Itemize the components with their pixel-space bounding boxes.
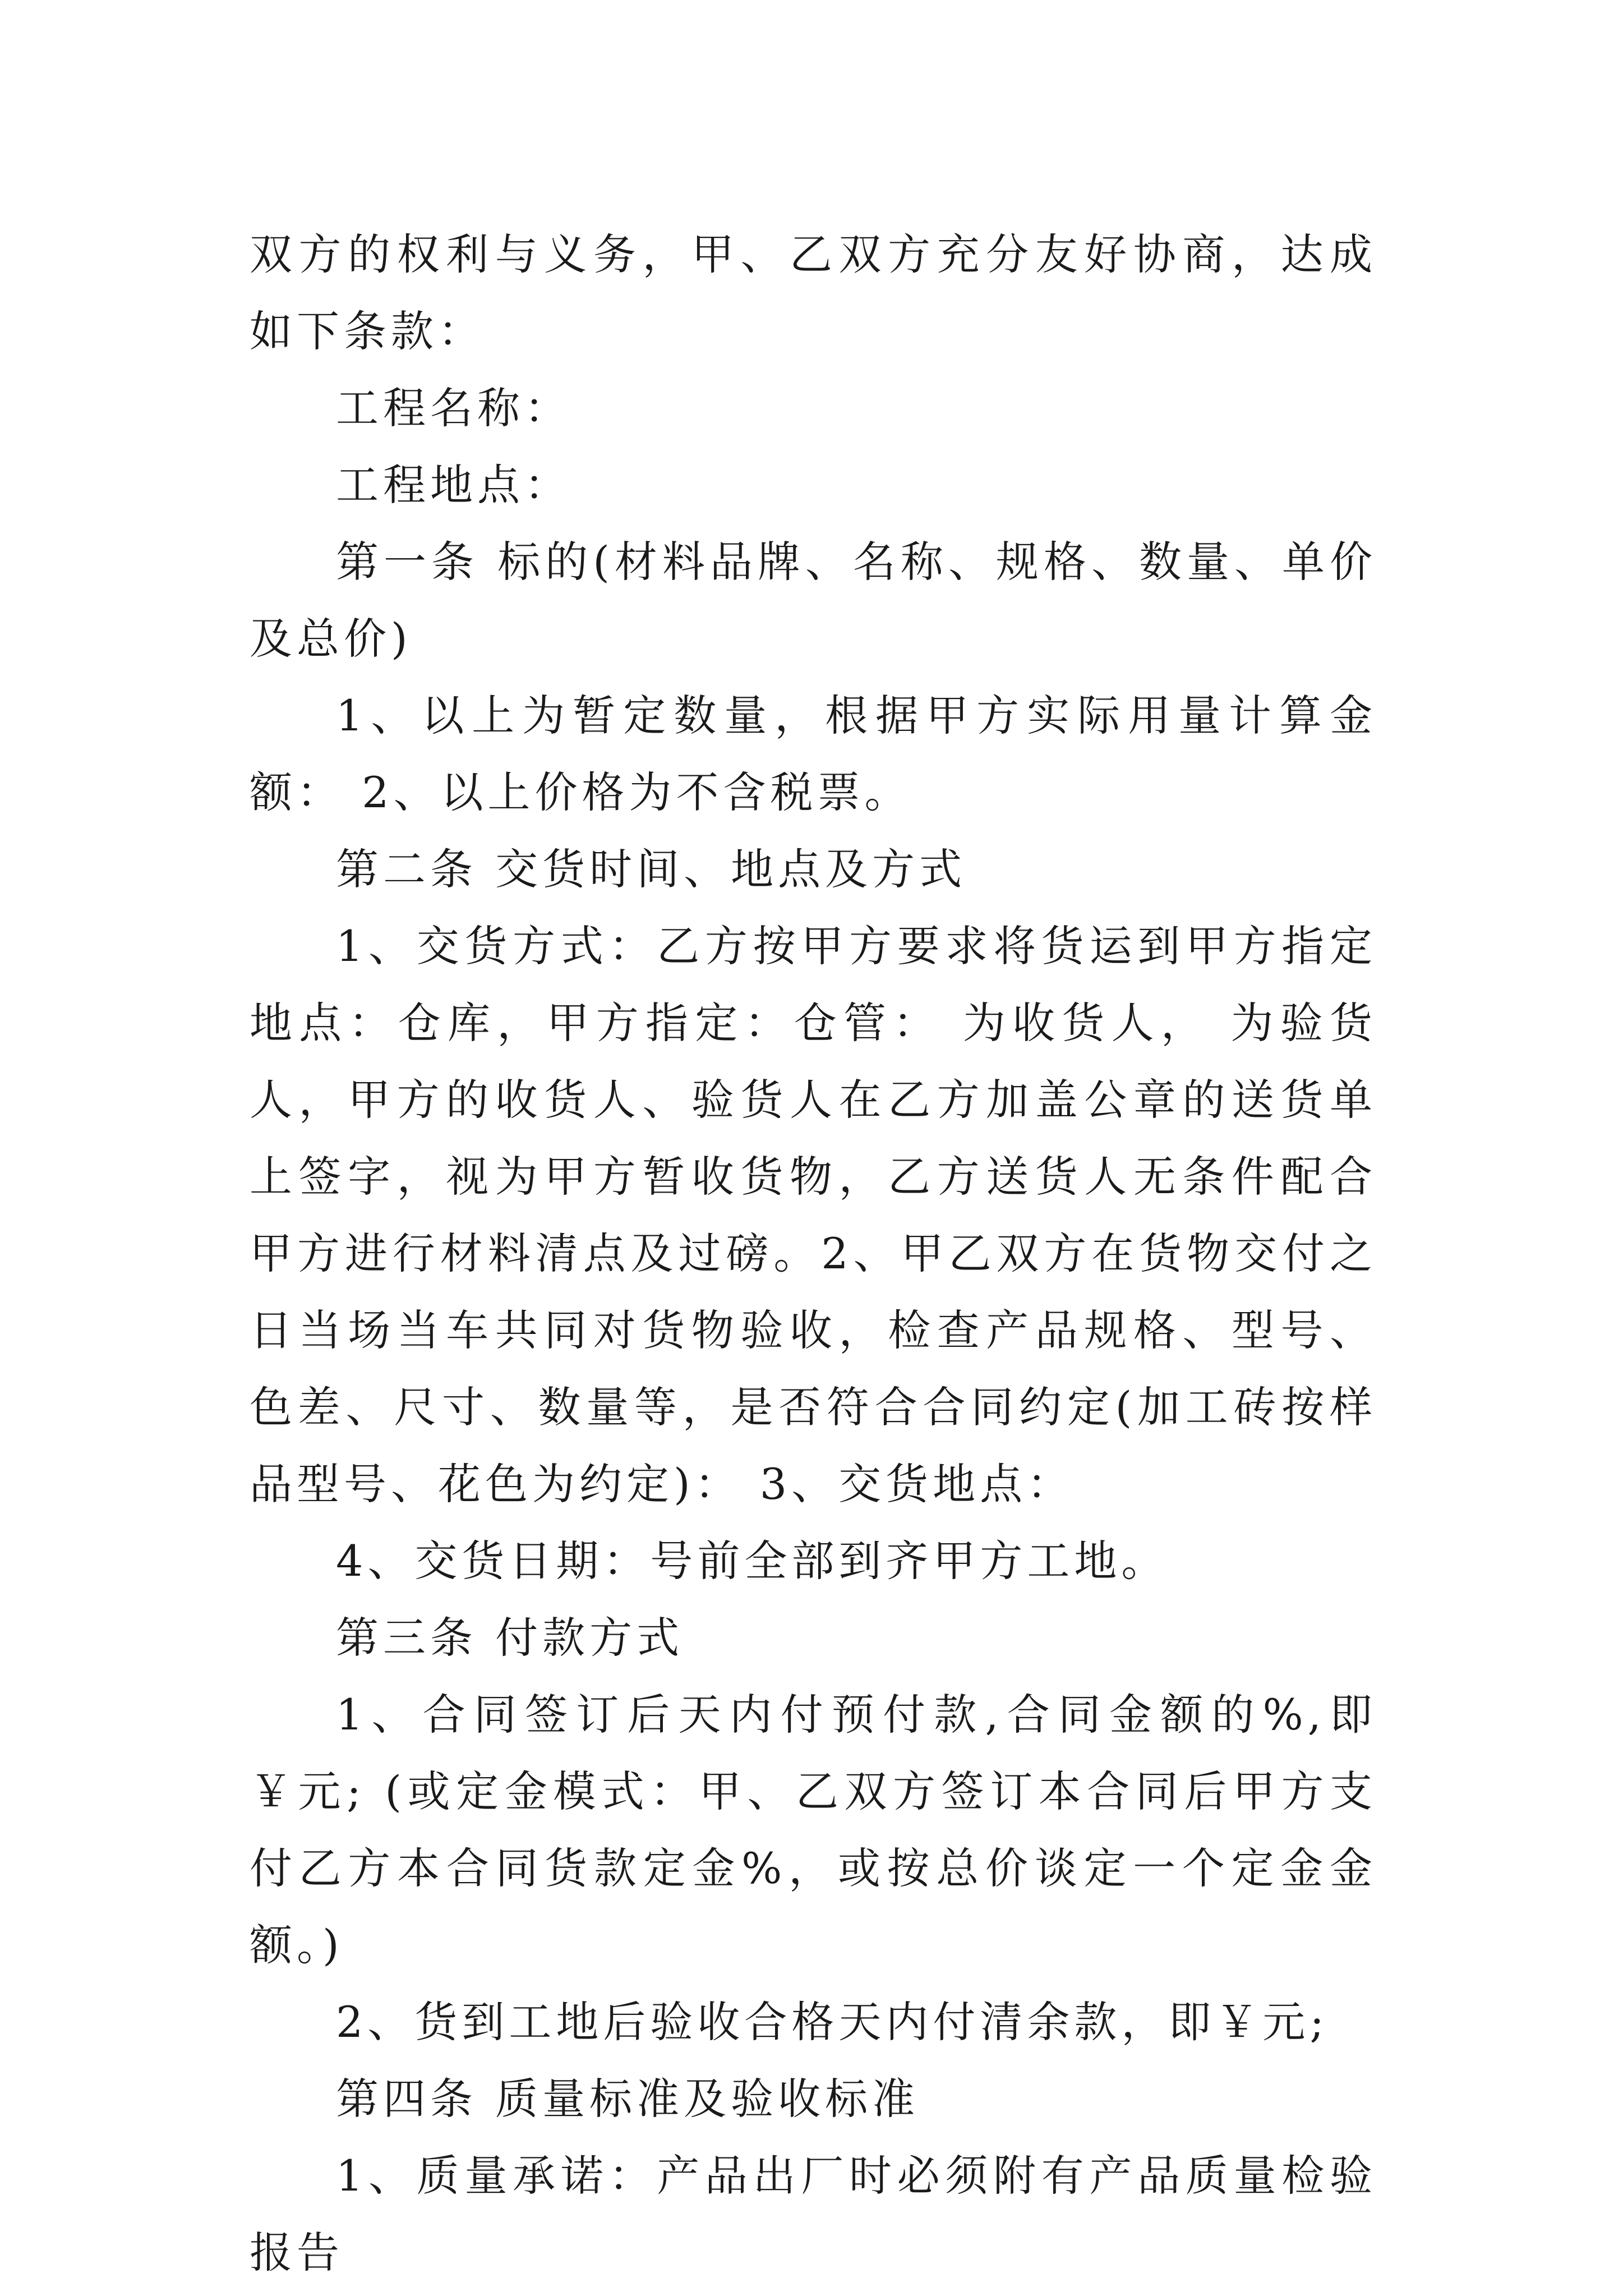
- paragraph-11: 2、货到工地后验收合格天内付清余款，即￥元;: [336, 1997, 1329, 2047]
- paragraph-13: 1、质量承诺：产品出厂时必须附有产品质量检验报告: [250, 2151, 1377, 2277]
- paragraph-10: 1、合同签订后天内付预付款,合同金额的%,即￥元; (或定金模式：甲、乙双方签订本合同后甲方支付乙方本合同货款定金%，或按总价谈定一个定金金额。): [250, 1690, 1377, 1970]
- document-body: [250, 216, 1377, 2291]
- paragraph-7: 1、交货方式：乙方按甲方要求将货运到甲方指定地点：仓库，甲方指定：仓管： 为收货人， 为验货人，甲方的收货人、验货人在乙方加盖公章的送货单上签字，视为甲方暂收货物，乙方送货人无条件配合甲方进行材料清点及过磅。2、甲乙双方在货物交付之日当场当车共同对货物验收，检查产品规格、型号、色差、尺寸、数量等，是否符合合同约定(加工砖按样品型号、花色为约定)： 3、交货地点：: [250, 921, 1377, 1509]
- paragraph-9: 第三条 付款方式: [336, 1613, 684, 1663]
- paragraph-3: 工程地点：: [336, 460, 571, 510]
- paragraph-12: 第四条 质量标准及验收标准: [336, 2074, 920, 2124]
- paragraph-5: 1、以上为暂定数量，根据甲方实际用量计算金额： 2、以上价格为不含税票。: [250, 691, 1377, 817]
- paragraph-2: 工程名称：: [336, 383, 571, 433]
- paragraph-4: 第一条 标的(材料品牌、名称、规格、数量、单价及总价): [250, 537, 1377, 664]
- paragraph-8: 4、交货日期：号前全部到齐甲方工地。: [336, 1536, 1169, 1586]
- paragraph-6: 第二条 交货时间、地点及方式: [336, 844, 967, 894]
- paragraph-1: 双方的权利与义务，甲、乙双方充分友好协商，达成如下条款：: [250, 229, 1377, 356]
